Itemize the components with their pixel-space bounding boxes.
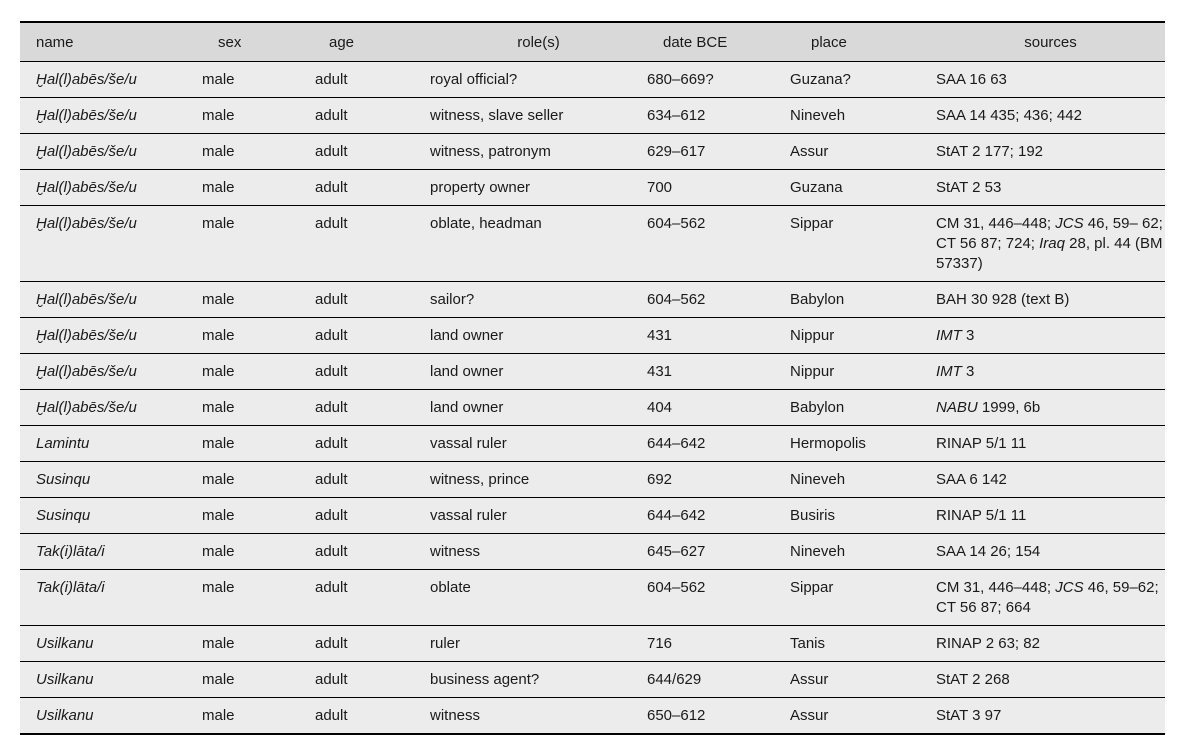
cell-sources <box>936 698 1165 735</box>
table-row <box>20 462 1165 498</box>
source-text: StAT 2 177; 192 <box>936 143 1044 160</box>
cell-name: Tak(i)lāta/i <box>20 534 202 570</box>
cell-sex: male <box>202 626 315 662</box>
table-row <box>20 98 1165 134</box>
cell-age: adult <box>315 62 430 98</box>
cell-age: adult <box>315 98 430 134</box>
cell-sex: male <box>202 354 315 390</box>
cell-name: Ḫal(l)abēs/še/u <box>20 282 202 318</box>
cell-name: Ḫal(l)abēs/še/u <box>20 170 202 206</box>
source-title-italic: NABU <box>936 399 978 416</box>
source-text: 1999, 6b <box>977 399 1041 416</box>
cell-name: Usilkanu <box>20 662 202 698</box>
cell-sources <box>936 206 1165 282</box>
table-row <box>20 62 1165 98</box>
cell-place: Nineveh <box>790 462 936 498</box>
cell-age: adult <box>315 390 430 426</box>
table-row <box>20 662 1165 698</box>
cell-role: ruler <box>430 626 647 662</box>
cell-age: adult <box>315 134 430 170</box>
cell-age: adult <box>315 354 430 390</box>
cell-place: Babylon <box>790 282 936 318</box>
cell-date: 604–562 <box>647 206 790 282</box>
source-title-italic: JCS <box>1055 215 1084 232</box>
cell-age: adult <box>315 170 430 206</box>
cell-place: Hermopolis <box>790 426 936 462</box>
cell-age: adult <box>315 698 430 735</box>
header-roles: role(s) <box>430 22 647 62</box>
cell-place: Busiris <box>790 498 936 534</box>
table-row <box>20 626 1165 662</box>
cell-age: adult <box>315 318 430 354</box>
table-header-row <box>20 22 1165 62</box>
cell-age: adult <box>315 206 430 282</box>
cell-sources <box>936 134 1165 170</box>
cell-role: vassal ruler <box>430 498 647 534</box>
cell-sex: male <box>202 390 315 426</box>
cell-sex: male <box>202 462 315 498</box>
cell-date: 644–642 <box>647 498 790 534</box>
source-title-italic: JCS <box>1055 579 1084 596</box>
cell-name: Ḫal(l)abēs/še/u <box>20 390 202 426</box>
cell-role: witness, prince <box>430 462 647 498</box>
cell-name: Susinqu <box>20 462 202 498</box>
source-title-italic: IMT <box>936 363 962 380</box>
source-text: 28, pl. 44 (BM 57337) <box>936 235 1163 272</box>
cell-place: Nippur <box>790 354 936 390</box>
source-text: SAA 6 142 <box>936 471 1007 488</box>
cell-role: witness, patronym <box>430 134 647 170</box>
data-table <box>20 21 1165 735</box>
cell-age: adult <box>315 626 430 662</box>
cell-place: Assur <box>790 662 936 698</box>
cell-place: Sippar <box>790 206 936 282</box>
cell-name: Susinqu <box>20 498 202 534</box>
source-title-italic: IMT <box>936 327 962 344</box>
source-text: RINAP 5/1 11 <box>936 507 1027 524</box>
cell-name: Ḫal(l)abēs/še/u <box>20 354 202 390</box>
cell-age: adult <box>315 662 430 698</box>
cell-sources <box>936 662 1165 698</box>
cell-sex: male <box>202 534 315 570</box>
cell-sex: male <box>202 134 315 170</box>
cell-sources <box>936 498 1165 534</box>
cell-date: 604–562 <box>647 282 790 318</box>
cell-name: Ḫal(l)abēs/še/u <box>20 318 202 354</box>
source-text: 3 <box>961 363 975 380</box>
cell-date: 650–612 <box>647 698 790 735</box>
header-date: date BCE <box>647 22 790 62</box>
cell-date: 645–627 <box>647 534 790 570</box>
cell-place: Nippur <box>790 318 936 354</box>
cell-role: land owner <box>430 354 647 390</box>
source-text: SAA 14 435; 436; 442 <box>936 107 1082 124</box>
header-name: name <box>20 22 202 62</box>
cell-date: 716 <box>647 626 790 662</box>
cell-sex: male <box>202 98 315 134</box>
cell-sex: male <box>202 282 315 318</box>
cell-place: Nineveh <box>790 534 936 570</box>
cell-role: oblate <box>430 570 647 626</box>
cell-sources <box>936 570 1165 626</box>
cell-sources <box>936 170 1165 206</box>
table-row <box>20 318 1165 354</box>
cell-place: Sippar <box>790 570 936 626</box>
cell-place: Assur <box>790 134 936 170</box>
cell-sources <box>936 318 1165 354</box>
cell-sex: male <box>202 206 315 282</box>
table-row <box>20 498 1165 534</box>
header-sources: sources <box>936 22 1165 62</box>
source-text: StAT 3 97 <box>936 707 1002 724</box>
cell-sources <box>936 534 1165 570</box>
source-text: CM 31, 446–448; <box>936 579 1056 596</box>
source-text: 46, 59–62; CT 56 87; 664 <box>936 579 1159 616</box>
cell-age: adult <box>315 282 430 318</box>
cell-age: adult <box>315 462 430 498</box>
cell-sources <box>936 462 1165 498</box>
table-row <box>20 282 1165 318</box>
cell-date: 431 <box>647 354 790 390</box>
cell-age: adult <box>315 426 430 462</box>
cell-date: 604–562 <box>647 570 790 626</box>
cell-role: witness <box>430 534 647 570</box>
cell-sex: male <box>202 570 315 626</box>
cell-age: adult <box>315 498 430 534</box>
cell-sex: male <box>202 426 315 462</box>
cell-date: 634–612 <box>647 98 790 134</box>
table-row <box>20 426 1165 462</box>
cell-name: Tak(i)lāta/i <box>20 570 202 626</box>
cell-sources <box>936 426 1165 462</box>
cell-role: vassal ruler <box>430 426 647 462</box>
cell-role: witness <box>430 698 647 735</box>
cell-place: Babylon <box>790 390 936 426</box>
table-row <box>20 698 1165 735</box>
table-row <box>20 134 1165 170</box>
cell-name: Lamintu <box>20 426 202 462</box>
cell-sources <box>936 282 1165 318</box>
cell-role: oblate, headman <box>430 206 647 282</box>
source-text: StAT 2 53 <box>936 179 1002 196</box>
table-body <box>20 62 1165 735</box>
source-text: 3 <box>961 327 975 344</box>
cell-date: 700 <box>647 170 790 206</box>
source-title-italic: Iraq <box>1039 235 1065 252</box>
table-row <box>20 570 1165 626</box>
source-text: SAA 14 26; 154 <box>936 543 1041 560</box>
cell-sex: male <box>202 62 315 98</box>
cell-sources <box>936 62 1165 98</box>
cell-role: business agent? <box>430 662 647 698</box>
table-row <box>20 206 1165 282</box>
source-text: StAT 2 268 <box>936 671 1010 688</box>
cell-place: Tanis <box>790 626 936 662</box>
header-age: age <box>315 22 430 62</box>
cell-sex: male <box>202 698 315 735</box>
cell-sex: male <box>202 662 315 698</box>
cell-sources <box>936 626 1165 662</box>
cell-role: sailor? <box>430 282 647 318</box>
cell-place: Assur <box>790 698 936 735</box>
source-text: BAH 30 928 (text B) <box>936 291 1070 308</box>
source-text: 46, 59– 62; CT 56 87; 724; <box>936 215 1163 252</box>
cell-sex: male <box>202 498 315 534</box>
cell-date: 644/629 <box>647 662 790 698</box>
cell-date: 431 <box>647 318 790 354</box>
cell-age: adult <box>315 570 430 626</box>
cell-name: Ḫal(l)abēs/še/u <box>20 206 202 282</box>
source-text: SAA 16 63 <box>936 71 1007 88</box>
cell-role: property owner <box>430 170 647 206</box>
cell-place: Guzana? <box>790 62 936 98</box>
cell-name: Usilkanu <box>20 626 202 662</box>
cell-date: 629–617 <box>647 134 790 170</box>
cell-role: witness, slave seller <box>430 98 647 134</box>
cell-name: Ḫal(l)abēs/še/u <box>20 134 202 170</box>
cell-name: Usilkanu <box>20 698 202 735</box>
cell-age: adult <box>315 534 430 570</box>
table-row <box>20 170 1165 206</box>
header-sex: sex <box>202 22 315 62</box>
cell-sex: male <box>202 170 315 206</box>
cell-place: Nineveh <box>790 98 936 134</box>
source-text: CM 31, 446–448; <box>936 215 1056 232</box>
table-row <box>20 534 1165 570</box>
cell-sex: male <box>202 318 315 354</box>
cell-sources <box>936 354 1165 390</box>
cell-name: Ḫal(l)abēs/še/u <box>20 62 202 98</box>
cell-role: land owner <box>430 390 647 426</box>
header-place: place <box>790 22 936 62</box>
cell-sources <box>936 98 1165 134</box>
source-text: RINAP 2 63; 82 <box>936 635 1040 652</box>
table-row <box>20 390 1165 426</box>
cell-date: 404 <box>647 390 790 426</box>
table-container <box>20 21 1165 735</box>
cell-date: 692 <box>647 462 790 498</box>
source-text: RINAP 5/1 11 <box>936 435 1027 452</box>
cell-role: royal official? <box>430 62 647 98</box>
cell-role: land owner <box>430 318 647 354</box>
cell-name: Ḫal(l)abēs/še/u <box>20 98 202 134</box>
cell-date: 644–642 <box>647 426 790 462</box>
table-row <box>20 354 1165 390</box>
cell-date: 680–669? <box>647 62 790 98</box>
cell-place: Guzana <box>790 170 936 206</box>
cell-sources <box>936 390 1165 426</box>
